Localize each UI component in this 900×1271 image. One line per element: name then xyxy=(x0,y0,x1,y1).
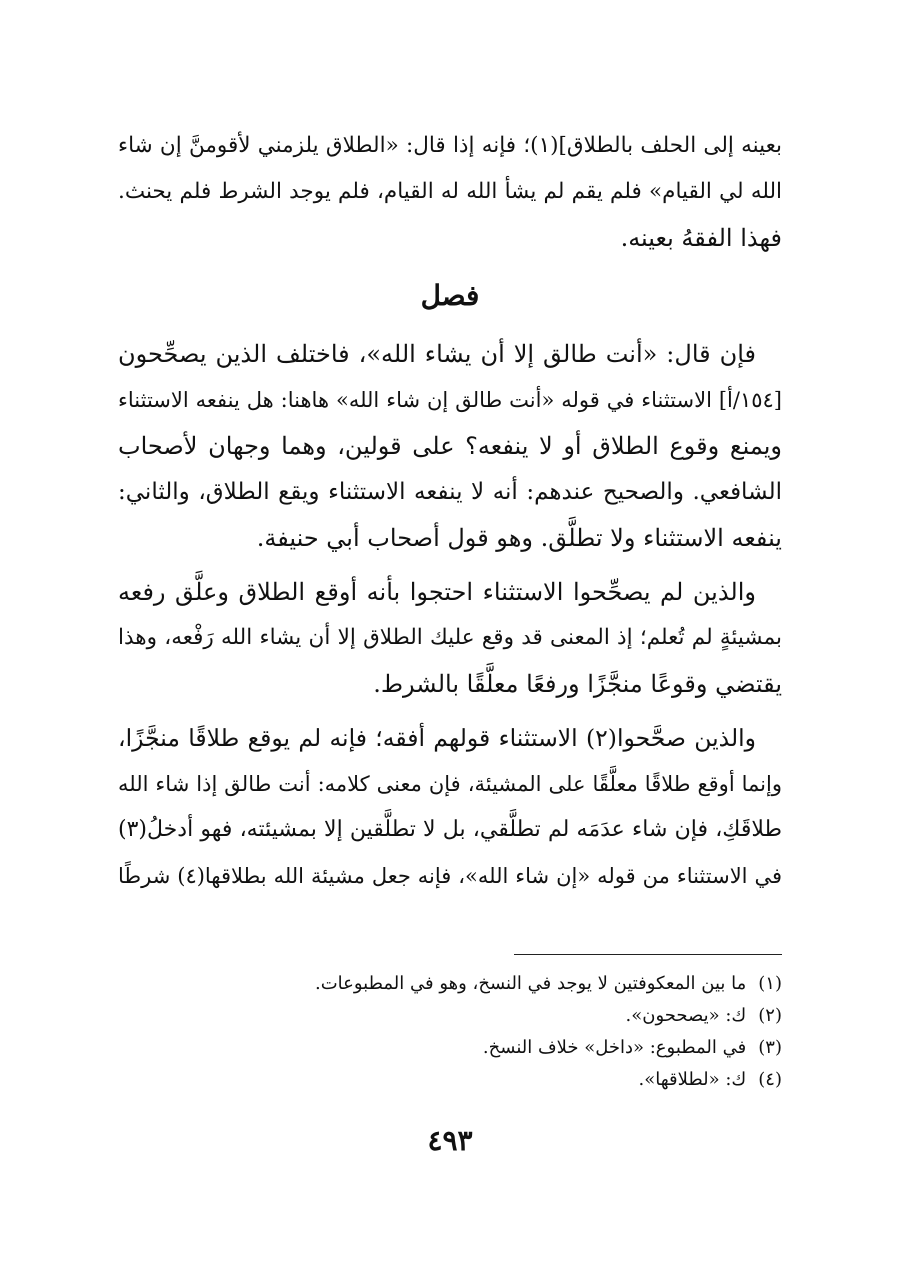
paragraph-1 xyxy=(118,123,782,261)
footnote-separator xyxy=(514,954,782,955)
paragraph-2 xyxy=(118,331,782,561)
footnote xyxy=(118,1032,782,1064)
footnote-text: ك: «يصححون». xyxy=(625,1005,747,1026)
text-line: وإنما أوقع طلاقًا معلَّقًا على المشيئة، فإن معنى كلامه: أنت طالق إذا شاء الله xyxy=(118,772,782,796)
paragraph-4 xyxy=(118,715,782,899)
text-line: الشافعي. والصحيح عندهم: أنه لا ينفعه الاستثناء ويقع الطلاق، والثاني: xyxy=(118,479,782,505)
footnote xyxy=(118,968,782,1000)
text-line: ويمنع وقوع الطلاق أو لا ينفعه؟ على قولين، وهما وجهان لأصحاب xyxy=(118,432,782,460)
footnote-number: (٢) xyxy=(758,1005,782,1026)
paragraph-3 xyxy=(118,569,782,707)
page-number: ٤٩٣ xyxy=(427,1124,473,1157)
text-line: بمشيئةٍ لم تُعلم؛ إذ المعنى قد وقع عليك الطلاق إلا أن يشاء الله رَفْعه، وهذا xyxy=(118,625,782,650)
text-line: ينفعه الاستثناء ولا تطلَّق. وهو قول أصحاب أبي حنيفة. xyxy=(256,524,782,552)
text-line: يقتضي وقوعًا منجَّزًا ورفعًا معلَّقًا بالشرط. xyxy=(373,670,782,698)
text-line: فهذا الفقهُ بعينه. xyxy=(620,224,782,252)
footnote-text: في المطبوع: «داخل» خلاف النسخ. xyxy=(482,1037,747,1058)
footnote-text: ك: «لطلاقها». xyxy=(638,1069,747,1090)
footnote xyxy=(118,1064,782,1096)
text-line: [١٥٤/أ] الاستثناء في قوله «أنت طالق إن شاء الله» هاهنا: هل ينفعه الاستثناء xyxy=(118,388,782,412)
footnotes xyxy=(118,968,782,1096)
footnote-number: (٣) xyxy=(758,1037,782,1058)
section-heading: فصل xyxy=(420,279,480,312)
text-line: في الاستثناء من قوله «إن شاء الله»، فإنه جعل مشيئة الله بطلاقها(٤) شرطًا xyxy=(118,864,782,888)
text-line: والذين صحَّحوا(٢) الاستثناء قولهم أفقه؛ فإنه لم يوقع طلاقًا منجَّزًا، xyxy=(118,724,757,752)
footnote-text: ما بين المعكوفتين لا يوجد في النسخ، وهو في المطبوعات. xyxy=(314,973,747,994)
text-line: فإن قال: «أنت طالق إلا أن يشاء الله»، فاختلف الذين يصحِّحون xyxy=(118,340,756,368)
footnote-number: (١) xyxy=(758,973,782,994)
text-line: والذين لم يصحِّحوا الاستثناء احتجوا بأنه أوقع الطلاق وعلَّق رفعه xyxy=(118,578,756,606)
footnote-number: (٤) xyxy=(758,1069,782,1090)
footnote xyxy=(118,1000,782,1032)
text-line: الله لي القيام» فلم يقم لم يشأ الله له القيام، فلم يوجد الشرط فلم يحنث. xyxy=(118,179,782,204)
text-line: بعينه إلى الحلف بالطلاق](١)؛ فإنه إذا قال: «الطلاق يلزمني لأقومنَّ إن شاء xyxy=(118,133,782,158)
text-line: طلاقَكِ، فإن شاء عدَمَه لم تطلَّقي، بل لا تطلَّقين إلا بمشيئته، فهو أدخلُ(٣) xyxy=(118,817,782,842)
